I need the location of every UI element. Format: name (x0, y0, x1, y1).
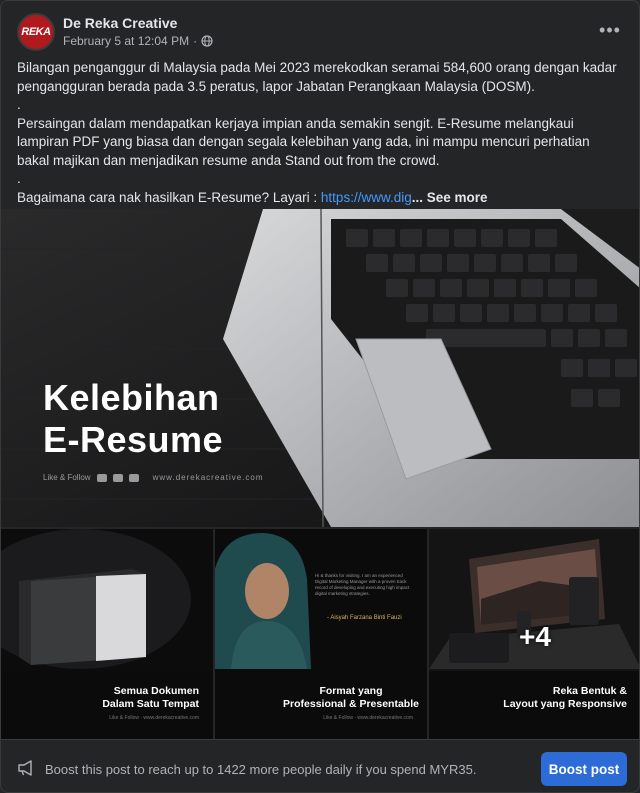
post-dot-1: . (17, 97, 21, 112)
post-paragraph-3 (17, 189, 625, 208)
tile-2-quote: Hi & thanks for visiting. I am an experienced Digital Marketing Manager with a proven track record of developing and executing high impact digital marketing strategies. (315, 573, 410, 596)
megaphone-icon (17, 760, 35, 776)
more-options-icon[interactable]: ••• (599, 19, 621, 40)
boost-post-button[interactable]: Boost post (541, 752, 627, 786)
tile-1-caption-line-2: Dalam Satu Tempat (102, 698, 199, 710)
globe-icon[interactable] (201, 35, 213, 47)
meta-separator: · (193, 34, 198, 48)
hero-title-line-2: E-Resume (43, 419, 224, 460)
boost-text: Boost this post to reach up to 1422 more people daily if you spend MYR35. (45, 762, 477, 777)
avatar-logo-text: REKA (21, 26, 51, 38)
post-dot-2: . (17, 171, 21, 186)
post-link[interactable]: https://www.dig (320, 189, 412, 205)
tile-2-caption (215, 685, 427, 711)
tile-3-caption-line-1: Reka Bentuk & (552, 685, 627, 697)
boost-footer (1, 739, 639, 793)
more-photos-count[interactable]: +4 (519, 621, 551, 652)
page-name-link[interactable]: De Reka Creative (63, 15, 178, 31)
post-paragraph-1: Bilangan penganggur di Malaysia pada Mei 2023 merekodkan seramai 584,600 orang dengan kadar pengangguran berada pada 3.5 peratus, lapor Jabatan Perangkaan Malaysia (DOSM). (17, 60, 617, 94)
instagram-icon (113, 474, 123, 482)
hero-website: www.derekacreative.com (152, 473, 264, 482)
post-paragraph-2: Persaingan dalam mendapatkan kerjaya impian anda semakin sengit. E-Resume melangkaui lampiran PDF yang biasa dan dengan segala kelebihan yang ada, ini mampu mencuri perhatian bakal majikan dan menjadikan resume anda Stand out from the crowd. (17, 115, 590, 168)
tile-2-quote-author: - Aisyah Farzana Binti Fauzi (327, 615, 402, 621)
hero-title (43, 377, 223, 461)
hero-follow-bar (43, 473, 264, 482)
post-paragraph-3-prefix: Bagaimana cara nak hasilkan E-Resume? Layari : (17, 189, 321, 205)
page-avatar[interactable] (17, 13, 55, 51)
post-meta (63, 34, 213, 48)
hero-title-line-1: Kelebihan (43, 377, 220, 418)
see-more-button[interactable]: ... See more (411, 189, 488, 205)
tile-2-footer-text: Like & Follow · www.derekacreative.com (323, 715, 413, 721)
post-timestamp[interactable]: February 5 at 12:04 PM (63, 34, 190, 48)
post-header (1, 1, 639, 57)
tile-1-caption (102, 685, 199, 711)
tile-2-caption-line-2: Professional & Presentable (283, 698, 419, 710)
tile-1-caption-line-1: Semua Dokumen (113, 685, 199, 697)
tile-1-footer-text: Like & Follow · www.derekacreative.com (109, 715, 199, 721)
image-tiles (1, 529, 640, 739)
facebook-icon (97, 474, 107, 482)
tile-3-caption-line-2: Layout yang Responsive (503, 698, 627, 710)
tile-image-3[interactable] (429, 529, 640, 739)
hero-follow-label: Like & Follow (43, 473, 91, 482)
tile-3-caption (503, 685, 627, 711)
tile-image-1[interactable] (1, 529, 213, 739)
post-text (17, 59, 625, 207)
tile-image-2[interactable] (215, 529, 427, 739)
hero-image[interactable] (1, 209, 640, 527)
tile-2-caption-line-1: Format yang (319, 685, 383, 697)
youtube-icon (129, 474, 139, 482)
